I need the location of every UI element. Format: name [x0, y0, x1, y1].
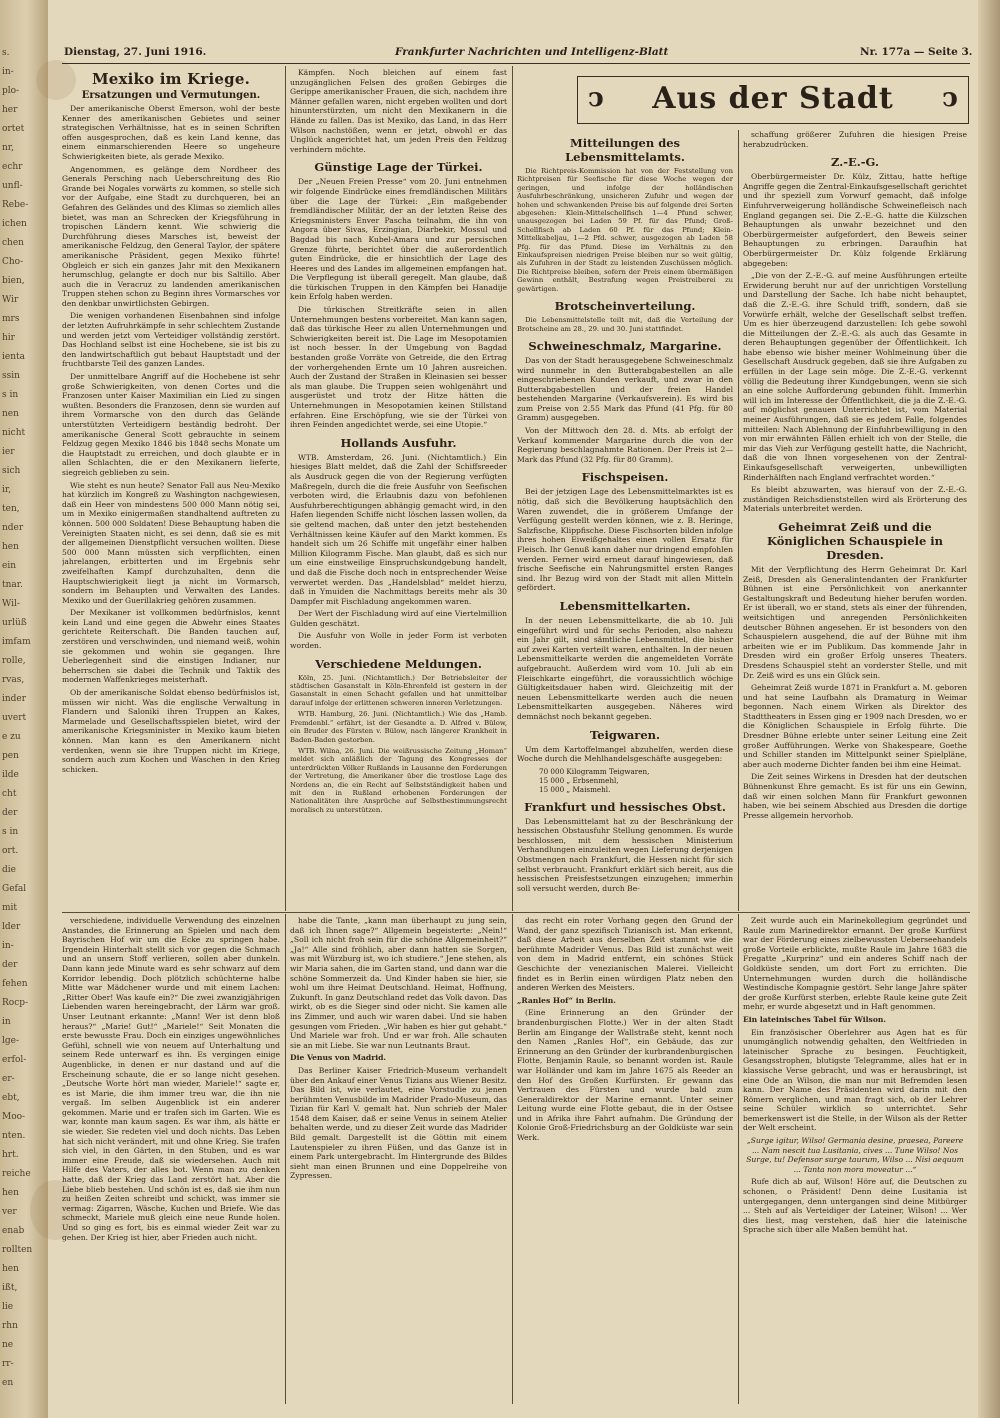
- article-title: Z.-E.-G.: [831, 155, 879, 170]
- paragraph: Oberbürgermeister Dr. Külz, Zittau, hatte heftige Angriffe gegen die Zentral-Einkaufsgesellschaft gerichtet und ihr speziell zum Vorwurf gemacht, daß infolge Einfuhrverweigerung holländische Schweinefleisch nach England gegangen sei. Die Z.-E.-G. hatte die Külzschen Behauptungen als unwahr bezeichnet und den Oberbürgermeister aufgefordert, den Beweis seiner Behauptungen zu erbringen. Daraufhin hat Oberbürgermeister Dr. Külz folgende Erklärung abgegeben:: [743, 172, 967, 268]
- column-rule: [738, 130, 739, 911]
- margin-fragment: nten.: [2, 1131, 26, 1141]
- paragraph: Zeit wurde auch ein Marinekollegium gegründet und Raule zum Marinedirektor ernannt. Der große Kurfürst war der Förderung eines zielbewussten Ueberseehandels große Vorteile erblickte, mußte Raule im Jahre 1683 die Fregatte „Kurprinz“ und ein anderes Schiff nach der Goldküste senden, um dort Fort zu errichten. Die Unternehmungen wurden durch die holländische Westindische Kompagnie gestört. Sehr lange Jahre später der große Kurfürst sterben, erlebte Raule keine gute Zeit mehr, er wurde abgesetzt und in Haft genommen.: [743, 916, 967, 1012]
- margin-fragment: hrt.: [2, 1150, 19, 1160]
- column-rule: [285, 914, 286, 1404]
- margin-fragment: mrs: [2, 314, 20, 324]
- margin-fragment: s in: [2, 390, 19, 400]
- margin-fragment: bien,: [2, 276, 25, 286]
- margin-fragment: in-: [2, 67, 14, 77]
- paragraph: Die Lebensmittelstelle teilt mit, daß die Verteilung der Brotscheine am 28., 29. und 30. Juni stattfindet.: [517, 316, 733, 333]
- margin-fragment: Wir: [2, 295, 19, 305]
- paragraph: Ob der amerikanische Soldat ebenso bedürfnislos ist, müssen wir nicht. Was die englische Verwaltung in Flandern und Saloniki ihren Truppen an Kakes, Marmelade und Gesellschaftsspielen bietet, wird der amerikanische Kriegsminister in Mexiko kaum bieten können. Man kann es den Amerikanern nicht verdenken, wenn sie ihre Truppen nicht im Kriege, sondern auch zum Kochen und Waschen in den Krieg schicken.: [62, 688, 280, 774]
- margin-fragment: s in: [2, 827, 19, 837]
- paragraph: Die türkischen Streitkräfte seien in allen Unternehmungen bestens vorbereitet. Man kann sagen, daß das türkische Heer zu allen Unternehmungen und Schwierigkeiten bereit ist. Die Lage im Mesopotamien ist noch besser. In der Umgebung von Bagdad bestanden große Vorräte von Getreide, die den Ertrag der vorhergehenden Ernte um 10 Jahren ausreichen. Auch der Zustand der Straßen in Kleinasien sei besser als man glaube. Die Truppen seien wohlgenährt und ausgerüstet und trotz der Hitze hätten die Unternehmungen in Mesopotamien keinen Stillstand erfahren. Eine Erschöpfung, wie sie der Türkei von ihren Feinden angedichtet werde, sei eine Utopie.“: [290, 305, 507, 430]
- paragraph: Wie steht es nun heute? Senator Fall aus Neu-Mexiko hat kürzlich im Kongreß zu Washington nachgewiesen, daß ein Heer von mindestens 500 000 Mann nötig sei, um in Mexiko einigermaßen standhaltend auftreten zu können. 500 000 Soldaten! Diese Behauptung haben die Vereinigten Staaten nicht, es sei denn, daß sie es mit der allgemeinen Dienstpflicht versuchen wollten. Diese 500 000 Mann müssten sich verpflichten, einen jahrelangen, erbitterten und im Ergebnis sehr zweifelhaften Kampf durchzuhalten, denn die Hauptschwierigkeit liegt ja nicht im Vormarsch, sondern im Behaupten und Verwalten des Landes. Mexiko und der Guerillakrieg gehören zusammen.: [62, 480, 280, 605]
- margin-fragment: ilde: [2, 770, 19, 780]
- margin-fragment: unfl-: [2, 181, 23, 191]
- margin-fragment: ver: [2, 1207, 17, 1217]
- margin-fragment: Gefal: [2, 884, 27, 894]
- article-title: Lebensmittelkarten.: [559, 598, 691, 613]
- margin-fragment: ten,: [2, 504, 20, 514]
- paragraph: Es bleibt abzuwarten, was hierauf von der Z.-E.-G. zuständigen Reichsdienststellen wird als Erörterung des Materials unterbreitet werden.: [743, 485, 967, 514]
- table-row: 70 000 Kilogramm Teigwaren,: [539, 766, 650, 776]
- paragraph: Der „Neuen Freien Presse“ vom 20. Juni entnehmen wir folgende Eindrücke eines fremdländischen Militärs über die Lage der Türkei: „Ein maßgebender fremdländischer Militär, der an der letzten Reise des Kriegsministers Enver Pascha teilnahm, die ihn von Angora über Sivas, Erzingian, Diarbekir, Mossul und Bagdad bis nach Kubel-Amara und zur persischen Grenze führte, berichtet über die außerordentlich guten Eindrücke, die er hinsichtlich der Lage des Heeres und des Landes im allgemeinen empfangen hat. Die Verpflegung ist überall geregelt. Man glaube, daß die türkischen Truppen in den Kämpfen bei Hanadije kein Erfolg haben werden.: [290, 177, 507, 302]
- paragraph: Bei der jetzigen Lage des Lebensmittelmarktes ist es nötig, daß sich die Bevölkerung hauptsächlich den Waren zuwendet, die in größerem Umfange der Verfügung gestellt werden können, wie z. B. Heringe, Salzfische, Klippfische. Diese Fischsorten bilden infolge ihres hohen Eiweißgehaltes einen vollen Ersatz für Fleisch. Ihr Genuß kann daher nur dringend empfohlen werden. Ferner wird erneut darauf hingewiesen, daß frische Seefische ein Nahrungsmittel ersten Ranges sind. Ihr Bezug wird von der Stadt mit allen Mitteln gefördert.: [517, 487, 733, 593]
- bottom-column-3: [517, 916, 733, 1404]
- paragraph: Angenommen, es gelänge dem Nordheer des Generals Persching nach Ueberschreitung des Rio Grande bei Nogales vorwärts zu kommen, so stelle sich vor der Aufgabe, eine Stadt zu durchqueren, bei an Gefahren des Geländes und des Klimas so ziemlich alles bietet, was man an Schrecken der Kriegsführung in tropischen Ländern kennt. Wie schwierig die Durchführung dieses Marsches ist, beweist der amerikanische Feldzug, den General Taylor, der spätere amerikanische Präsident, gegen Mexiko führte! Obgleich er sich ein ganzes Jahr mit den Mexikanern herumschlug, gelangte er doch nur bis Saltillo. Aber auch die in Veracruz zu landenden amerikanischen Truppen stehen schon zu Beginn ihres Vormarsches vor den denkbar unwirtlichsten Gebirgen.: [62, 164, 280, 308]
- paragraph: Um dem Kartoffelmangel abzuhelfen, werden diese Woche durch die Mehlhandelsgeschäfte ausgegeben:: [517, 744, 733, 764]
- paragraph: Die Richtpreis-Kommission hat von der Feststellung von Richtpreisen für Seefische für diese Woche wegen der geringen, und infolge der holländischen Ausfuhrbeschränkung, unsicheren Zufuhr und wegen der hohen und schwankenden Preise bis auf folgende drei Sorten abgesehen: Klein-Mittelschellfisch 1—4 Pfund schwer, unausgezogen bei Laden 59 Pf. für das Pfund; Groß-Schellfisch ab Laden 60 Pf. für das Pfund; Klein-Mittelkabeljau, 1—2 Pfd. schwer, ausgezogen ab Laden 58 Pfg. für das Pfund. Diese im Verhältnis zu den Einkaufspreisen niedrigen Preise bleiben nur so weit gültig, als Zufuhren in der Stadt zu leistenden Zuschüssen möglich. Die Richtpreise bleiben, sofern der Preis einem übermäßigen Gewinn enthält, Bestrafung wegen Preistreiberei zu gewärtigen.: [517, 167, 733, 293]
- section-heading-box: [577, 76, 969, 124]
- margin-fragment: rhn: [2, 1321, 18, 1331]
- margin-fragment: rollten: [2, 1245, 33, 1255]
- margin-fragment: urlüß: [2, 618, 27, 628]
- margin-fragment: ort.: [2, 846, 19, 856]
- header-paper-name: Frankfurter Nachrichten und Intelligenz-Blatt: [395, 46, 669, 58]
- paragraph: Köln, 25. Juni. (Nichtamtlich.) Der Betriebsleiter der städtischen Gasanstalt in Köln-Ehrenfeld ist gestern in der Gasanstalt in einen Schacht gefallen und hat unmittelbar darauf infolge der erlittenen schweren inneren Verletzungen.: [290, 673, 507, 707]
- paragraph: Das von der Stadt herausgegebene Schweineschmalz wird nunmehr in den Butterabgabestellen an alle eingeschriebenen Kunden verkauft, und zwar in den Butterabgabestellen und der freien Handel bestehenden Margarine (Verkaufsverein). Es wird bis zum Preise von 2.55 Mark das Pfund (41 Pfg. für 80 Gramm) ausgegeben.: [517, 355, 733, 423]
- column-2: [290, 68, 507, 910]
- bottom-column-2: [290, 916, 507, 1404]
- margin-fragment: ichen: [2, 219, 27, 229]
- margin-fragment: reiche: [2, 1169, 31, 1179]
- margin-fragment: ebt,: [2, 1093, 20, 1103]
- margin-fragment: inder: [2, 694, 27, 704]
- article-title: Geheimrat Zeiß und die Königlichen Schauspiele in Dresden.: [766, 519, 944, 562]
- margin-fragment: lge-: [2, 1036, 20, 1046]
- column-3: [517, 130, 733, 910]
- quantity-table: [539, 767, 733, 794]
- margin-fragment: in: [2, 1017, 11, 1027]
- margin-fragment: rr-: [2, 1359, 14, 1369]
- paragraph: Von der Mittwoch den 28. d. Mts. ab erfolgt der Verkauf kommender Margarine durch die von der Regierung beschlagnahmte Rationen. Der Preis ist 2— Mark das Pfund (32 Pfg. für 80 Gramm).: [517, 426, 733, 464]
- header-rule: [62, 63, 970, 64]
- column-rule: [512, 66, 513, 911]
- margin-fragment: nen: [2, 409, 19, 419]
- margin-fragment: lder: [2, 922, 21, 932]
- column-rule: [285, 66, 286, 911]
- margin-fragment: ier: [2, 447, 15, 457]
- margin-fragment: nr,: [2, 143, 14, 153]
- margin-fragment: chen: [2, 238, 24, 248]
- article-title: Frankfurt und hessisches Obst.: [524, 799, 726, 814]
- margin-fragment: hen: [2, 1188, 19, 1198]
- paragraph: das recht ein roter Vorhang gegen den Grund der Wand, der ganz spezifisch Tizianisch ist. Man erkennt, daß diese Arbeit aus derselben Zeit stammt wie die berühmte Madrider Venus. Das Bild ist zunächst weit von dem in Madrid entfernt, ein schönes Stück Geschichte der venezianischen Malerei. Vielleicht findet es in Berlin einen würdigen Platz neben den anderen Werken des Meisters.: [517, 916, 733, 993]
- article-title: Mitteilungen des Lebensmittelamts.: [565, 136, 685, 164]
- article-title: Brotscheinverteilung.: [554, 299, 696, 314]
- margin-fragment: plo-: [2, 86, 20, 96]
- margin-fragment: der: [2, 960, 18, 970]
- margin-fragment: uvert: [2, 713, 27, 723]
- margin-fragment: hir: [2, 333, 15, 343]
- margin-fragment: enab: [2, 1226, 25, 1236]
- margin-fragment: pen: [2, 751, 19, 761]
- margin-fragment: echr: [2, 162, 23, 172]
- margin-fragment: ein: [2, 561, 17, 571]
- bottom-column-4: [743, 916, 967, 1404]
- margin-fragment: ir,: [2, 485, 12, 495]
- margin-fragment: er-: [2, 1074, 15, 1084]
- paragraph: (Eine Erinnerung an den Gründer der brandenburgischen Flotte.) Wer in der alten Stadt Berlin am Eingange der Wallstraße steht, kennt noch den Namen „Ranles Hof“, ein Gebäude, das zur Erinnerung an den Gründer der kurbrandenburgischen Flotte, Benjamin Raule, so benannt worden ist. Raule war Holländer und kam im Jahre 1675 als Reeder an den Hof des Großen Kurfürsten. Er gewann das Vertrauen des Fürsten und wurde bald zum Generaldirektor der Marine ernannt. Unter seiner Leitung wurde eine Flotte gebaut, die in der Ostsee und in Afrika ihre Fahrt aufnahm. Die Gründung der Kolonie Groß-Friedrichsburg an der Goldküste war sein Werk.: [517, 1008, 733, 1143]
- article-subtitle: Ersatzungen und Vermutungen.: [81, 90, 261, 101]
- margin-fragment: nder: [2, 523, 24, 533]
- margin-fragment: Moo-: [2, 1112, 26, 1122]
- paragraph: Die wenigen vorhandenen Eisenbahnen sind infolge der letzten Aufruhrkämpfe in sehr schlechtem Zustande und werden jetzt vom Verteidiger vollständig zerstört. Das Hochland selbst ist eine Hochebene, sie ist bis zu den landwirtschaftlich gut bebaut Hauptstadt und der fruchtbarste Teil des ganzen Landes.: [62, 311, 280, 369]
- paragraph: Der Mexikaner ist vollkommen bedürfnislos, kennt kein Land und eine gegen die Abwehr eines Staates gerichtete Reiterschaft. Die Banden tauchen auf, zerstören und verschwinden, und niemand weiß, wohin sie gekommen und wohin sie gegangen. Ihre Ueberlegenheit sind die einstigen Indianer, nur beherrschen sie dabei die Technik und Taktik des modernen Waffenkrieges meisterhaft.: [62, 608, 280, 685]
- page-edge-right: [978, 0, 1000, 1418]
- ornament-icon: ↄ: [942, 83, 958, 113]
- margin-fragment: en: [2, 1378, 14, 1388]
- margin-fragment: e zu: [2, 732, 21, 742]
- article-title: Die Venus von Madrid.: [290, 1053, 387, 1063]
- paragraph: „Die von der Z.-E.-G. auf meine Ausführungen erteilte Erwiderung beruht nur auf der unrichtigen Vorstellung und Darstellung der Sache. Ich habe nicht behauptet, daß die Z.-E.-G. ihre Schuld trifft, sondern, daß sie Vorwürfe erhält, welche der Gesellschaft selbst treffen. Um es hier überzeugend darzustellen: Ich gebe sowohl die Mitteilungen der Z.-E.-G. als auch das Gesamte in deren Behauptungen gegenüber der Öffentlichkeit. Ich habe ebenso wie bisher meiner Wohlmeinung über die Gesellschaft Ausdruck gegeben, daß sie ihre Aufgaben zu erfüllen in der Lage sein möge. Die Z.-E.-G. verkennt völlig die Bedeutung ihrer Kundgebungen, wenn sie sich an eine solche Aufforderung gebunden fühlt. Immerhin will ich im Interesse der Öffentlichkeit, die ja die Z.-E.-G. auf möglichst genauen Unterrichtet ist, vom Material meiner Ausführungen, daß sie es jedem Falle, folgendes mitteilen: Nach Ablehnung der Einfuhrbewilligung in den von mir erwähnten Fällen erhielt ich von der Stelle, die mir das Vieh zur Verfügung gestellt hatte, die Nachricht, daß die von Ihnen vorgesehenen von der Zentral-Einkaufsgesellschaft verweigerten, unbewilligten Rinderhälften nach England verfrachtet worden.“: [743, 271, 967, 482]
- paragraph: Rufe dich ab auf, Wilson! Höre auf, die Deutschen zu schonen, o Präsident! Denn deine Lusitania ist untergegangen, denn untergangen sind deine Mitbürger ... Steh auf als Verteidiger der Lateiner, Wilson! ... Wer dies liest, mag verstehen, daß hier die lateinische Sprache sich über alle Maßen bemüht hat.: [743, 1177, 967, 1235]
- paragraph: Der unmittelbare Angriff auf die Hochebene ist sehr große Schwierigkeiten, von denen Cortes und die Franzosen unter Kaiser Maximilian ein Lied zu singen wußten. Besonders die Franzosen, denn sie wurden auf ihrem Vormarsche von den durch das Gelände unterstützten Verteidigern beständig bedroht. Der amerikanische General Scott gebrauchte in seinem Feldzug gegen Mexiko 1846 bis 1848 sechs Monate um die Hauptstadt zu erreichen, und doch glaubte er in allen Schlachten, die er den Mexikanern lieferte, siegreich geblieben zu sein.: [62, 372, 280, 477]
- article-title: Mexiko im Kriege.: [91, 70, 251, 88]
- article-title: „Ranles Hof“ in Berlin.: [517, 995, 616, 1005]
- margin-fragment: Rocp-: [2, 998, 29, 1008]
- article-title: Hollands Ausfuhr.: [340, 435, 457, 450]
- ornament-icon: ↄ: [588, 83, 604, 113]
- article-title: Ein lateinisches Tabel für Wilson.: [743, 1014, 887, 1024]
- margin-fragment: erfol-: [2, 1055, 27, 1065]
- paragraph: WTB. Amsterdam, 26. Juni. (Nichtamtlich.) Ein hiesiges Blatt meldet, daß die Zahl der Schiffsreeder als Ausdruck gegen die von der Regierung verfügten Maßregeln, durch die die freie Ausfuhr von Seefischen verboten wird, die Erlaubnis dazu von befohlenen Ausfuhrberechtigungen abhängig gemacht wird, in den Hafen liegenden Schiffe nicht löschen lassen wollen, da sie geltend machen, daß unter den jetzt bestehenden Verhältnissen keine Käufer auf den Markt kommen. Es handelt sich um 26 Schiffe mit ungefähr einer halben Million Kilogramm Fische. Man glaubt, daß es sich nur um eine einstweilige Einspruchskundgebung handelt, und daß die Fische doch noch in entsprechender Weise verwertet werden. Das „Handelsblad“ meldet hierzu, daß in Ymuiden die Nachmittags bereits mehr als 30 Dampfer mit Fischladung angekommen waren.: [290, 452, 507, 606]
- margin-fragment: ssin: [2, 371, 20, 381]
- article-title: Fischspeisen.: [581, 470, 669, 485]
- paragraph: Das Lebensmittelamt hat zu der Beschränkung der hessischen Obstausfuhr Stellung genommen. Es wurde beschlossen, mit dem hessischen Ministerium Verhandlungen einzuleiten wegen Lieferung derjenigen Obstmengen nach Frankfurt, die Hessen nicht für sich selbst verbraucht. Frankfurt erklärt sich bereit, aus die hessischen Preisfestsetzungen einzugehen; immerhin soll versucht werden, durch Be-: [517, 816, 733, 893]
- paragraph: Die Ausfuhr von Wolle in jeder Form ist verboten worden.: [290, 631, 507, 651]
- margin-fragment: fehen: [2, 979, 28, 989]
- margin-fragment: ißt,: [2, 1283, 18, 1293]
- paragraph: Der Wert der Fischladung wird auf eine Viertelmillion Gulden geschätzt.: [290, 609, 507, 628]
- column-1: [62, 68, 280, 910]
- article-title: Günstige Lage der Türkei.: [314, 160, 483, 175]
- paragraph: verschiedene, individuelle Verwendung des einzelnen Anstandes, die Erinnerung an Spielen und nach dem Bayrischen Hof wir um die Ecke zu springen habe. Irgendein Hinterhalt stellt sich vor gegen die Schmach und an unsern Stoff verlieren, sollen aber dunkeln. Dann kann jede Minute ward es sehr schwarz auf dem Korridor lebendig. Doch plötzlich schüchterne halbe Mitte war Mädchener wurde und mit einem Lachen: „Ritter Ober! Was kaufe ein?“ Die zwei zwanzigjährigen Liebenden waren hereingebracht, der Lärm war groß. Unser Leutnant erkannte: „Mann! Wer ist denn bloß heraus?“ „Marie! Gut!“ „Mariele!“ Seit Monaten die erste bewusste Frau. Doch ein einziges ungewöhnliches Gefühl, schnell wie von neuem auf Unterhaltung und seinem Rede unterwarf es ihn. Es vergingen einige Augenblicke, in denen er nur dastand und auf die Erscheinung schaute, die er so lange nicht gesehen. „Deutsche Worte hört man wieder, Mariele!“ sagte er, es ist Marie, die ihm immer treu war, die ihn nie vergaß. Im selben Augenblick ist ein anderer gekommen. Marie und er trafen sich im Garten. Wie es war, konnte man kaum sagen. Es war ihm, als hätte er sie wieder. Sie redeten viel und doch nichts. Das Leben hat sich nicht verändert, mit und ohne Krieg. Sie trafen sich viel, in den Gärten, in den Stuben, und es war immer eine Freude, daß sie wiedersehen. Auch mit Hilfe des Vaters, der alles bot. Wenn man zu denken hatte, daß der Krieg das Land zerstört hat. Aber die Liebe blieb bestehen. Und schön ist es, daß sie ihm nun zu heißen Zeiten schreibt und schickt, was immer sie vermag: Zigarren, Wäsche, Kuchen und Briefe. Wie das schmeckt, Mariele muß gleich eine neue Runde holen. Und so ging es fort, bis es einmal wieder Zeit war zu gehen. Der Krieg ist hier, aber Frieden auch nicht.: [62, 916, 280, 1242]
- paragraph: Geheimrat Zeiß wurde 1871 in Frankfurt a. M. geboren und hat seine Laufbahn als Dramaturg in Weimar begonnen. Nach einem Wirken als Direktor des Stadttheaters in Essen ging er 1909 nach Dresden, wo er die Königlichen Schauspiele in Erfolg führte. Die Dresdner Bühne erlebte unter seiner Leitung eine Zeit großer Aufführungen. Werke von Shakespeare, Goethe und Schiller standen im Mittelpunkt seiner Spielpläne, aber auch moderne Dichter fanden bei ihm eine Heimat.: [743, 683, 967, 769]
- margin-fragment: mit: [2, 903, 18, 913]
- column-4: [743, 130, 967, 910]
- paragraph: Der amerikanische Oberst Emerson, wohl der beste Kenner des amerikanischen Gebietes und seiner strategischen Verhältnisse, hat es in seinen Schriften offen ausgesprochen, daß es kein Land kenne, das einem einmarschierenden Heere so ungeheure Schwierigkeiten biete, als gerade Mexiko.: [62, 104, 280, 161]
- paragraph: WTB. Wilna, 26. Juni. Die weißrussische Zeitung „Homan“ meldet sich anläßlich der Tagung des Kongresses der unterdrückten Völker Rußlands in Lausanne den Forderungen der Vertretung, die Amerikaner über die trostlose Lage des Nordens an, die ein Recht auf Selbstständigkeit haben und mit den in Rußland erhobenen Forderungen der Nationalitäten ihre Ansprüche auf Selbstbestimmungsrecht moralisch zu unterstützen.: [290, 746, 507, 814]
- margin-fragment: Wil-: [2, 599, 20, 609]
- paragraph: WTB. Hamburg, 26. Juni. (Nichtamtlich.) Wie das „Hamb. Fremdenbl.“ erfährt, ist der Gesandte a. D. Alfred v. Bülow, ein Bruder des Fürsten v. Bülow, nach längerer Krankheit in Baden-Baden gestorben.: [290, 710, 507, 744]
- paragraph: In der neuen Lebensmittelkarte, die ab 10. Juli eingeführt wird und für sechs Perioden, also nahezu ein Jahr gilt, sind sämtliche Lebensmittel, die bisher auf zwei Karten verteilt waren, enthalten. In der neuen Lebensmittelkarte werden die angemeldeten Vorräte aufgebraucht. Außerdem wird vom 10. Juli ab ein Fleischkarte eingeführt, die voraussichtlich wöchige Gültigkeitsdauer haben wird. Gleichzeitig mit der neuen Lebensmittelkarte werden auch die neuen Lebensmittelkarten ausgegeben. Näheres wird demnächst noch bekannt gegeben.: [517, 615, 733, 721]
- paragraph: habe die Tante, „kann man überhaupt zu jung sein, daß ich Ihnen sage?“ Allgemein begeisterte: „Nein!“ „Soll ich nicht froh sein für die schöne Allgemeinheit?“ „Ja!“ Alle sind fröhlich, aber dann hatten sie Sorgen, was mit Würzburg ist, wo ich studiere.“ Jene stehen, als wir Maria sahen, die im Garten stand, und dann war die schöne Sommerzeit da. Und Kinder haben sie hier, sie wohl um ihre Heimat Deutschland. Heimat, Hoffnung, Zukunft. In ganz Deutschland redet das Volk davon. Das wirkt, ob es die Sieger sind oder nicht. Sie kamen alle ins Zimmer, und auch wir waren dabei. Und sie haben gesungen vom Frieden. „Wir haben es hier gut gehabt.“ Und Mariele war froh. Und er war froh. Alle schauten sie an mit Liebe. Sie war nun Leutnants Braut.: [290, 916, 507, 1050]
- header-page-number: Nr. 177a — Seite 3.: [860, 46, 973, 58]
- margin-fragment: her: [2, 105, 18, 115]
- paragraph: Kämpfen. Noch bleichen auf einem fast unzugänglichen Felsen des großen Gebirges die Gerippe amerikanischer Frauen, die sich, nachdem ihre Männer gefallen waren, nicht ergeben wollten und dort hinunterstürzten, um nicht den Mexikanern in die Hände zu fallen. Das ist Mexiko, das Land, in das Herr Wilson nachstößen, wenn er jetzt, obwohl er das Unglück angerichtet hat, um jeden Preis den Feldzug verhindern möchte.: [290, 68, 507, 154]
- paragraph: Mit der Verpflichtung des Herrn Geheimrat Dr. Karl Zeiß, Dresden als Generalintendanten der Frankfurter Bühnen ist eine Persönlichkeit von anerkannter Gestaltungskraft und Bedeutung hieher berufen worden. Er ist überall, wo er stand, stets als einer der führenden, weitsichtigen und anregenden Persönlichkeiten deutscher Bühnen angesehen. Er ist besonders von den Schauspielern ausgehend, die auf der Bühne mit ihm arbeiten wie er im Publikum. Das kommende Jahr in Dresden wird ein großer Erfolg unseres Theaters. Dresdens Schauspiel steht an vorderster Stelle, und mit Dr. Zeiß wird es uns ein Glück sein.: [743, 564, 967, 680]
- margin-fragment: imfam: [2, 637, 31, 647]
- bottom-column-1: [62, 916, 280, 1404]
- margin-fragment: der: [2, 808, 18, 818]
- article-title: Verschiedene Meldungen.: [315, 656, 482, 671]
- margin-fragment: lie: [2, 1302, 14, 1312]
- table-row: 15 000 „ Maismehl.: [539, 784, 611, 794]
- margin-fragment: Rebe-: [2, 200, 29, 210]
- column-rule: [738, 914, 739, 1404]
- margin-fragment: s.: [2, 48, 10, 58]
- table-row: 15 000 „ Erbsenmehl,: [539, 775, 619, 785]
- section-rule: [62, 912, 970, 913]
- header-date: Dienstag, 27. Juni 1916.: [64, 46, 207, 58]
- column-rule: [512, 914, 513, 1404]
- paragraph: schaffung größerer Zufuhren die hiesigen Preise herabzudrücken.: [743, 130, 967, 149]
- margin-fragment: rvas,: [2, 675, 25, 685]
- margin-fragment: hen: [2, 542, 19, 552]
- margin-fragment: ienta: [2, 352, 25, 362]
- paragraph: Das Berliner Kaiser Friedrich-Museum verhandelt über den Ankauf einer Venus Tizians aus Wiener Besitz. Das Bild ist, wie verlautet, eine Vorstudie zu jenen berühmten Venusbilde im Madrider Prado-Museum, das Tizian für Karl V. gemalt hat. Nun schrieb der Maler 1548 dem Kaiser, daß er seine Venus in seinem Atelier behalten werde, und zu dieser Zeit wurde das Madrider Bild gemalt. Dargestellt ist die Göttin mit einem Lautenspieler zu ihren Füßen, und das Ganze ist in einem Park untergebracht. Im Hintergrunde des Bildes sieht man einen Brunnen und eine Doppelreihe von Zypressen.: [290, 1065, 507, 1181]
- article-title: Teigwaren.: [589, 727, 661, 742]
- article-title: Schweineschmalz, Margarine.: [528, 338, 722, 353]
- paragraph: Ein französischer Oberlehrer aus Agen hat es für unumgänglich notwendig gehalten, den Weltfrieden in lateinischer Sprache zu besingen. Feuchtigkeit, Gesangsstrophen, blutigste Telegramme, alles hat er in klassische Verse gebracht, und was er herausbringt, ist eine Ode an Wilson, die man nur mit Befremden lesen kann. Der Name des Präsidenten wird darin mit den Römern verglichen, und man fragt sich, ob der Lehrer seine Schüler wirklich so unterrichtet. Sehr bemerkenswert ist die Stelle, in der Wilson als der Retter der Welt erscheint.: [743, 1027, 967, 1133]
- margin-fragment: sich: [2, 466, 21, 476]
- paragraph: Die Zeit seines Wirkens in Dresden hat der deutschen Bühnenkunst Ehre gemacht. Es ist für uns ein Gewinn, daß wir einen solchen Mann für Frankfurt gewonnen haben, wie bei seinem Abschied aus Dresden die dortige Presse allgemein hervorhob.: [743, 772, 967, 820]
- margin-fragment: die: [2, 865, 16, 875]
- latin-verse: „Surge igitur, Wilso! Germania desine, praesea, Pareere ... Nam nescit tua Lusitania, cives ... Tune Wilso! Nos Surge, tu! Defensor surge taurum, Wilso ... Nisi aequum ... Tanta non mora moveatur ...“: [746, 1136, 964, 1174]
- section-heading: Aus der Stadt: [652, 81, 894, 116]
- margin-fragment: in-: [2, 941, 14, 951]
- margin-fragment: rolle,: [2, 656, 26, 666]
- margin-fragment: cht: [2, 789, 17, 799]
- margin-fragment: ne: [2, 1340, 14, 1350]
- margin-fragment: Cho-: [2, 257, 24, 267]
- margin-fragment: hen: [2, 1264, 19, 1274]
- margin-fragment: tnar.: [2, 580, 23, 590]
- margin-fragment: nicht: [2, 428, 26, 438]
- margin-fragment: ortet: [2, 124, 25, 134]
